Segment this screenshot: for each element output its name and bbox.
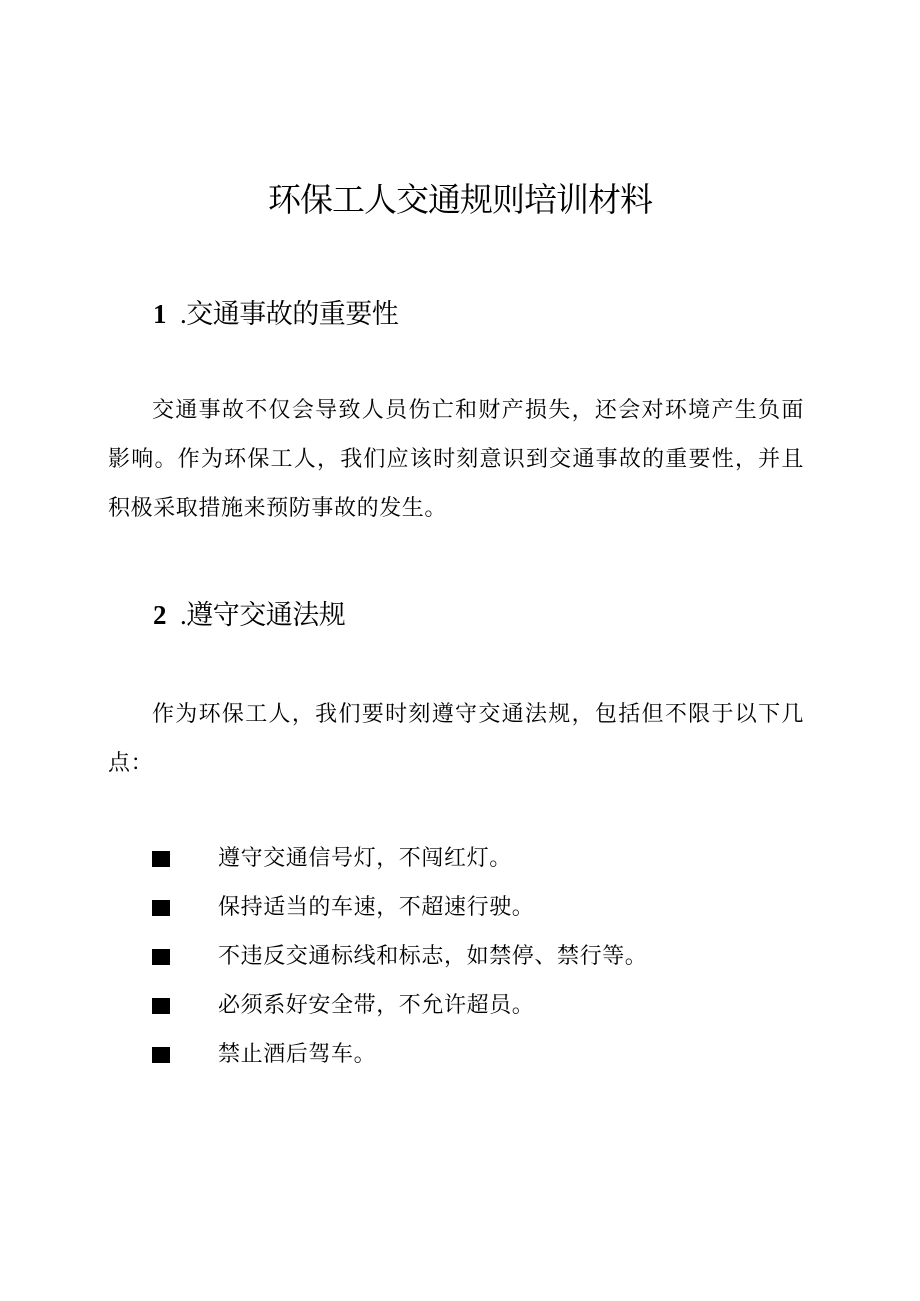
list-item [152, 1030, 647, 1079]
list-item [152, 834, 647, 883]
square-bullet-icon [152, 1047, 170, 1063]
document-title: 环保工人交通规则培训材料 [268, 180, 652, 219]
section-heading-1: 1 .交通事故的重要性 [153, 299, 399, 330]
rules-list [152, 834, 647, 1079]
section-heading-text: 遵守交通法规 [186, 600, 346, 631]
section-heading-2: 2 .遵守交通法规 [153, 600, 346, 631]
list-item [152, 883, 647, 932]
section-paragraph-1: 交通事故不仅会导致人员伤亡和财产损失，还会对环境产生负面影响。作为环保工人，我们应该时刻意识到交通事故的重要性，并且积极采取措施来预防事故的发生。 [108, 398, 804, 521]
square-bullet-icon [152, 851, 170, 867]
list-item-text: 必须系好安全带，不允许超员。 [218, 992, 535, 1018]
square-bullet-icon [152, 900, 170, 916]
list-item [152, 981, 647, 1030]
square-bullet-icon [152, 949, 170, 965]
square-bullet-icon [152, 998, 170, 1014]
section-number: 2 [153, 600, 166, 630]
list-item [152, 932, 647, 981]
section-heading-text: 交通事故的重要性 [186, 299, 399, 330]
list-item-text: 遵守交通信号灯，不闯红灯。 [218, 845, 512, 871]
list-item-text: 保持适当的车速，不超速行驶。 [218, 894, 535, 920]
list-item-text: 禁止酒后驾车。 [218, 1041, 377, 1067]
list-item-text: 不违反交通标线和标志，如禁停、禁行等。 [218, 943, 648, 969]
section-paragraph-2: 作为环保工人，我们要时刻遵守交通法规，包括但不限于以下几点： [108, 702, 804, 776]
section-number: 1 [153, 299, 166, 329]
